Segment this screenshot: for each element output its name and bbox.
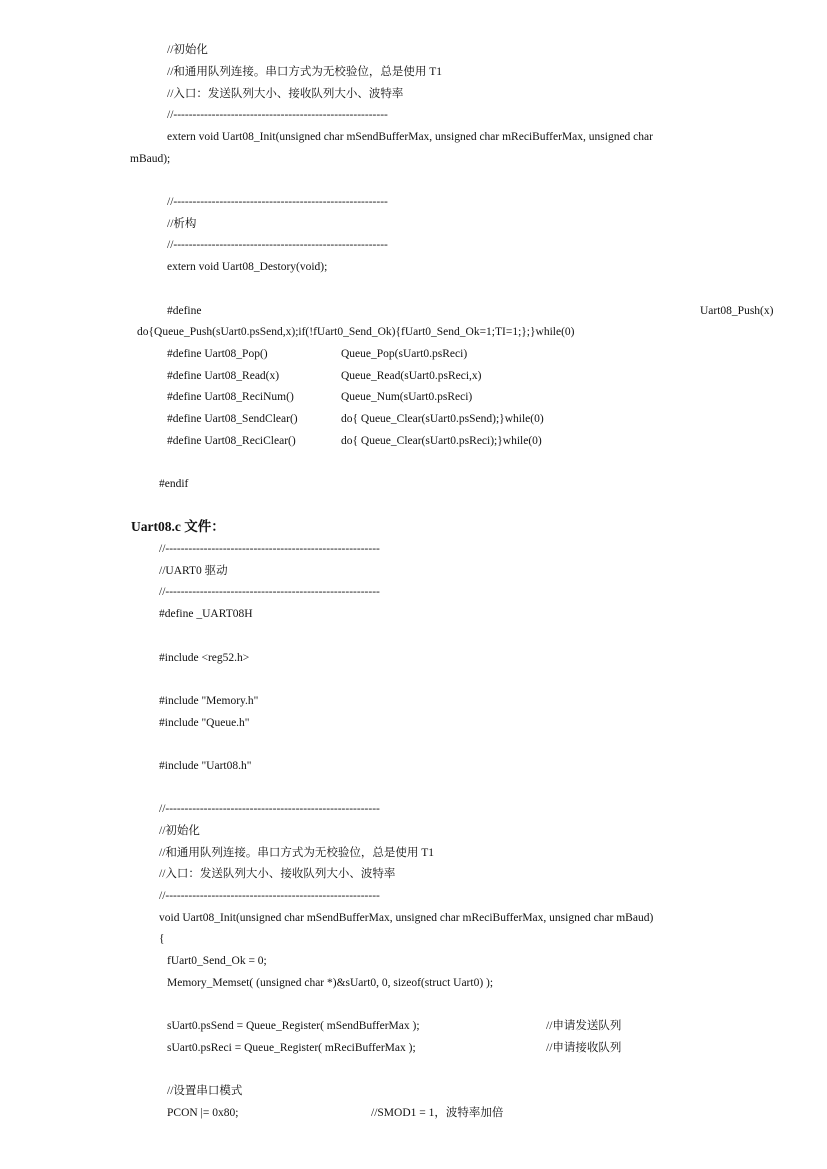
code-line-statement: PCON |= 0x80; (167, 1107, 239, 1119)
code-line-separator: //-------------------------------------------------------- (167, 239, 388, 251)
code-line-comment: //申请接收队列 (546, 1042, 622, 1054)
code-line-include: #include "Queue.h" (159, 717, 250, 729)
code-line-comment: //设置串口模式 (167, 1085, 243, 1097)
code-line-brace: { (159, 933, 165, 945)
code-line-separator: //-------------------------------------------------------- (159, 890, 380, 902)
code-line-function-signature: void Uart08_Init(unsigned char mSendBufferMax, unsigned char mReciBufferMax, unsigned char mBaud) (159, 912, 654, 924)
code-line-define-body: Queue_Read(sUart0.psReci,x) (341, 370, 482, 382)
code-line-define: #define Uart08_SendClear() (167, 413, 298, 425)
code-line-declaration: extern void Uart08_Init(unsigned char mSendBufferMax, unsigned char mReciBufferMax, unsigned char (167, 131, 653, 143)
code-line-define: #define Uart08_ReciNum() (167, 391, 294, 403)
code-line-define: #define Uart08_Pop() (167, 348, 268, 360)
code-line-comment: //初始化 (167, 44, 208, 56)
code-line-define-body: Queue_Num(sUart0.psReci) (341, 391, 473, 403)
code-line-include: #include <reg52.h> (159, 652, 250, 664)
code-line-define-body: do{ Queue_Clear(sUart0.psSend);}while(0) (341, 413, 544, 425)
code-line-define-name: Uart08_Push(x) (700, 305, 774, 317)
code-line-statement: Memory_Memset( (unsigned char *)&sUart0, 0, sizeof(struct Uart0) ); (167, 977, 494, 989)
code-line-comment: //入口：发送队列大小、接收队列大小、波特率 (159, 868, 396, 880)
code-line-define-body: do{Queue_Push(sUart0.psSend,x);if(!fUart0_Send_Ok){fUart0_Send_Ok=1;TI=1;};}while(0) (137, 326, 575, 338)
code-line-define: #define (167, 305, 202, 317)
code-line-separator: //-------------------------------------------------------- (167, 196, 388, 208)
code-line-comment: //初始化 (159, 825, 200, 837)
code-line-comment: //析构 (167, 218, 197, 230)
code-line-comment: //和通用队列连接。串口方式为无校验位，总是使用 T1 (167, 66, 443, 78)
code-line-separator: //-------------------------------------------------------- (167, 109, 388, 121)
section-heading: Uart08.c 文件： (131, 519, 225, 534)
code-line-comment: //UART0 驱动 (159, 565, 228, 577)
code-line-statement: sUart0.psReci = Queue_Register( mReciBufferMax ); (167, 1042, 416, 1054)
code-line-include: #include "Memory.h" (159, 695, 259, 707)
code-line-comment: //申请发送队列 (546, 1020, 622, 1032)
code-line-comment: //SMOD1 = 1，波特率加倍 (371, 1107, 504, 1119)
code-line-statement: fUart0_Send_Ok = 0; (167, 955, 267, 967)
code-line-define-body: Queue_Pop(sUart0.psReci) (341, 348, 468, 360)
code-line-comment: //和通用队列连接。串口方式为无校验位，总是使用 T1 (159, 847, 435, 859)
code-line-declaration: extern void Uart08_Destory(void); (167, 261, 328, 273)
code-line-include: #include "Uart08.h" (159, 760, 252, 772)
code-line-endif: #endif (159, 478, 189, 490)
code-line-declaration-cont: mBaud); (130, 153, 171, 165)
code-line-statement: sUart0.psSend = Queue_Register( mSendBufferMax ); (167, 1020, 420, 1032)
code-line-define: #define Uart08_ReciClear() (167, 435, 296, 447)
code-line-separator: //-------------------------------------------------------- (159, 803, 380, 815)
code-line-define-body: do{ Queue_Clear(sUart0.psReci);}while(0) (341, 435, 542, 447)
code-line-define: #define Uart08_Read(x) (167, 370, 280, 382)
code-line-separator: //-------------------------------------------------------- (159, 586, 380, 598)
code-line-comment: //入口：发送队列大小、接收队列大小、波特率 (167, 88, 404, 100)
code-line-define: #define _UART08H (159, 608, 253, 620)
code-line-separator: //-------------------------------------------------------- (159, 543, 380, 555)
